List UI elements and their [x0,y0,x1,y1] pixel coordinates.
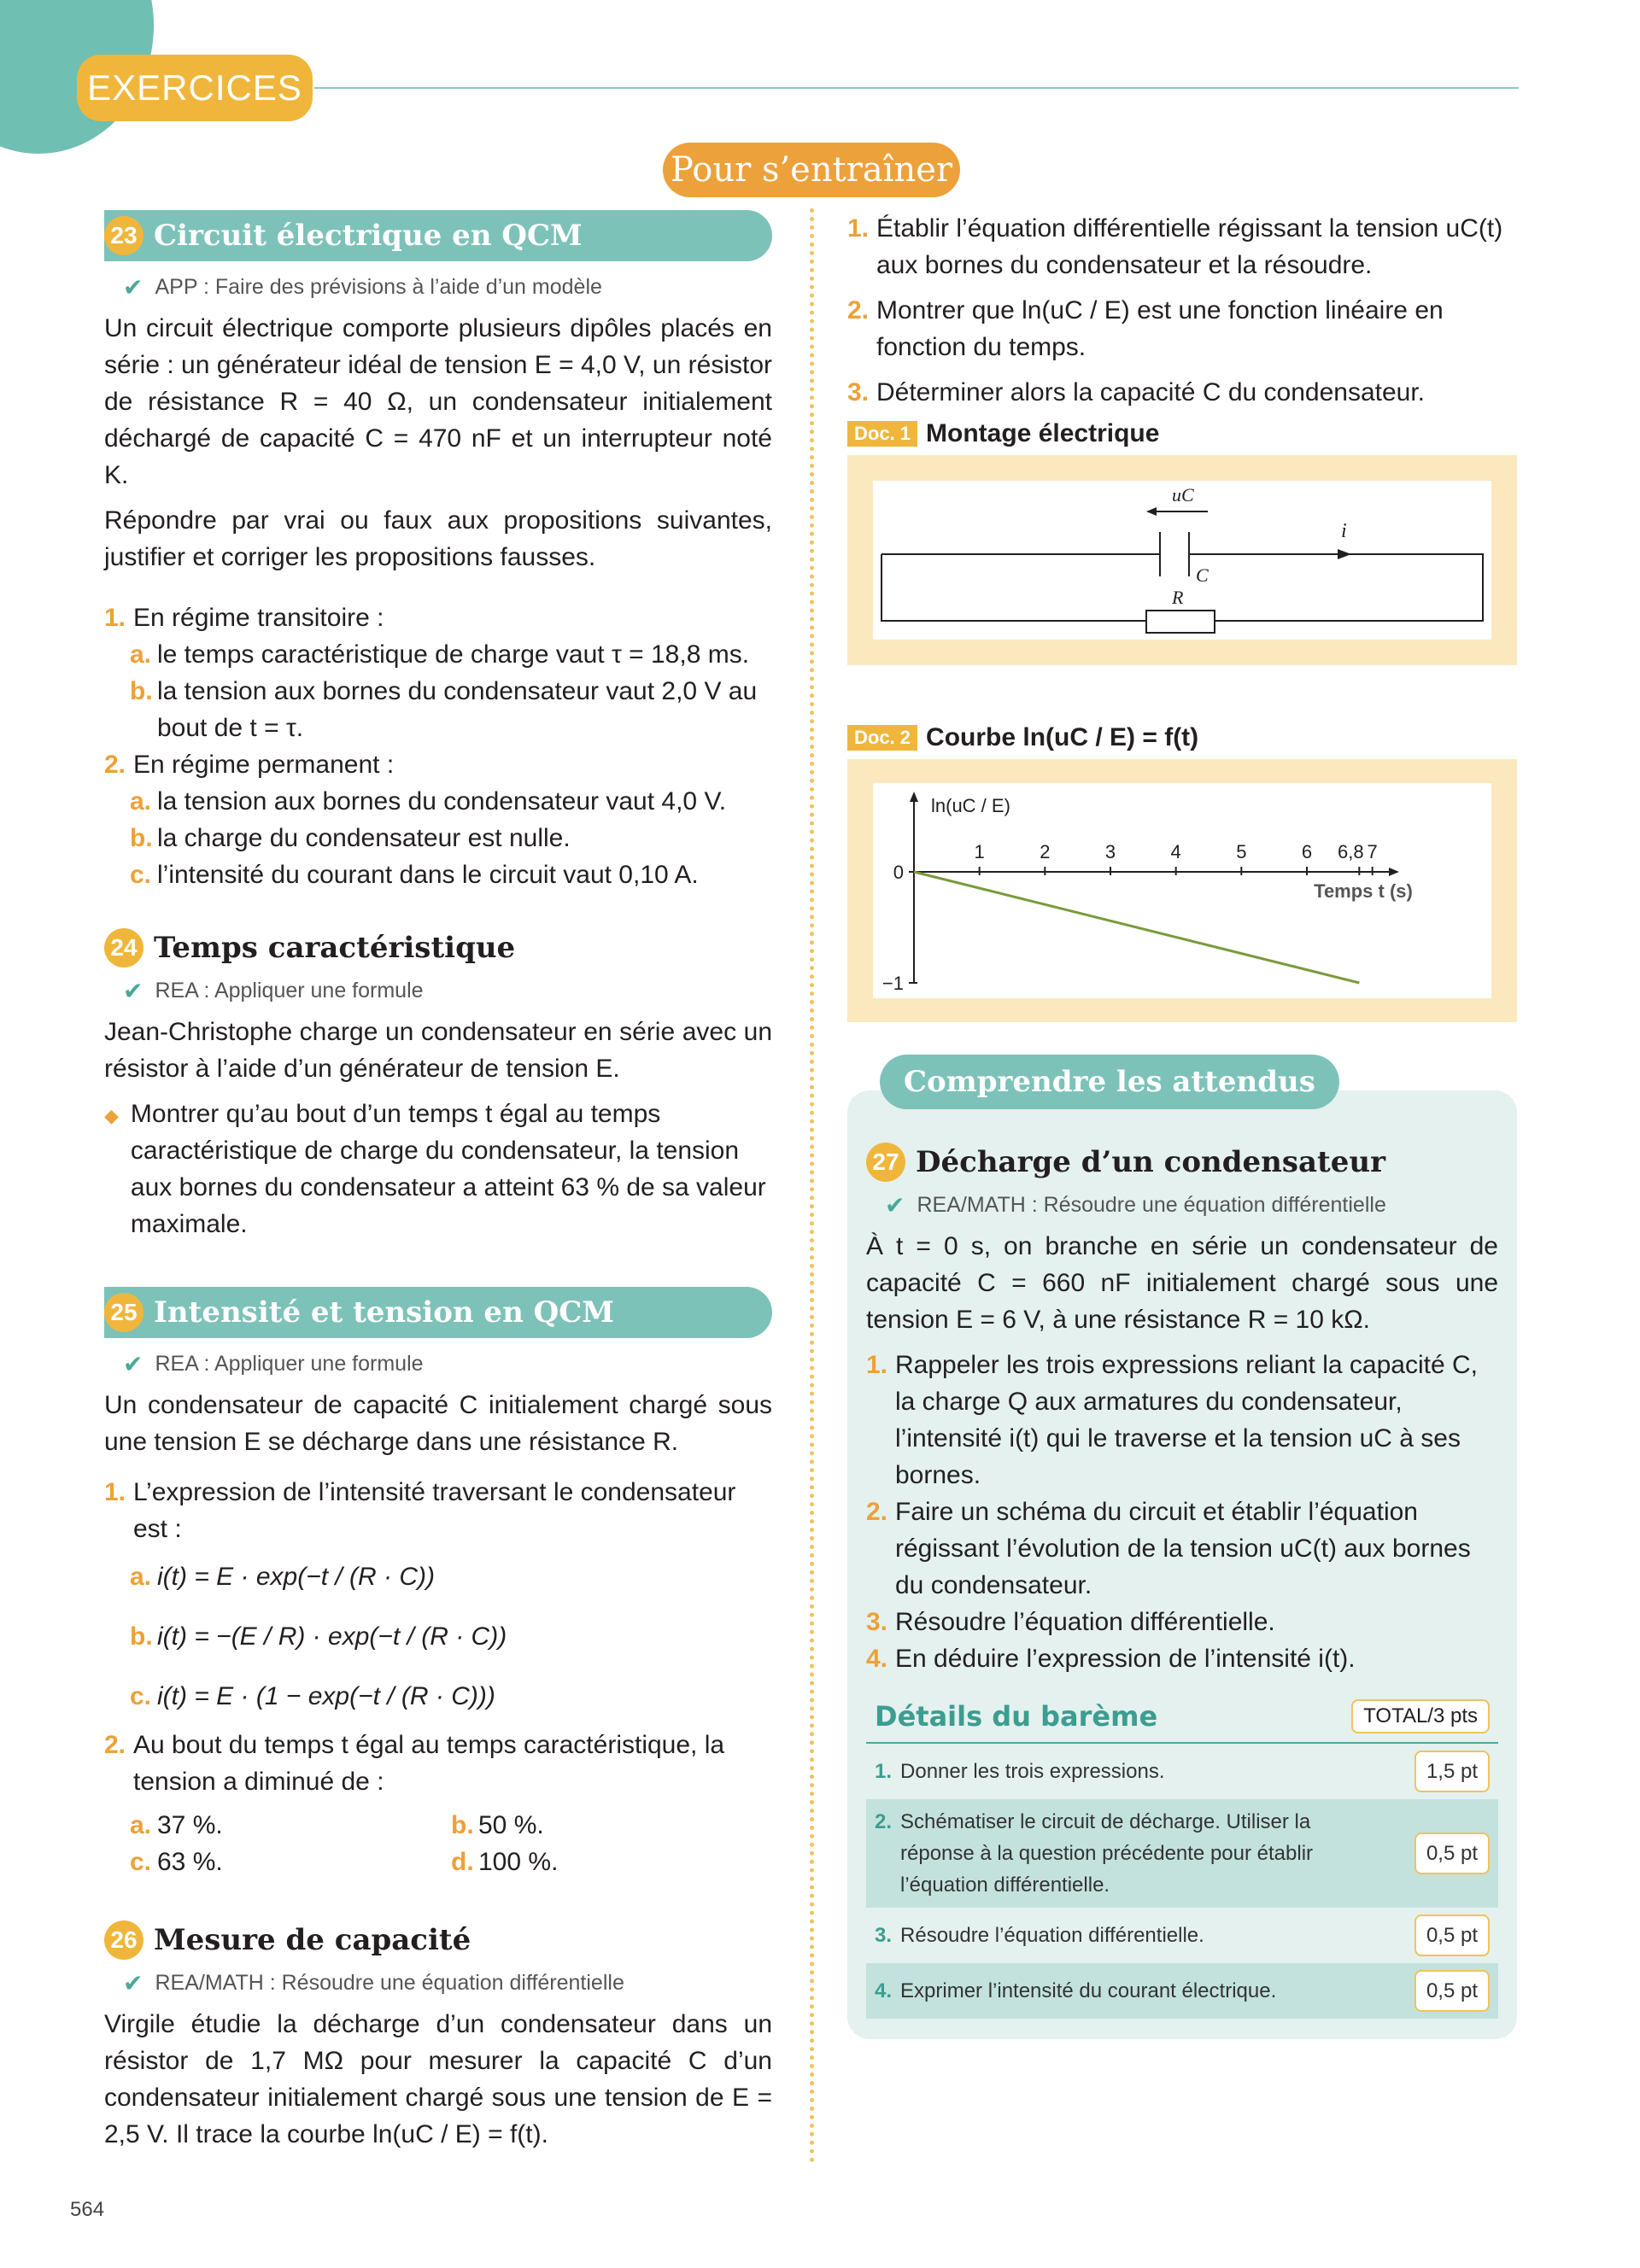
ex27-q1: 1. Rappeler les trois expressions reliant la capacité C, la charge Q aux armatures du condensateur, l’intensité i(t) qui le traverse et la tension uC à ses bornes. [866,1351,1478,1489]
ex23-q1a: a. le temps caractéristique de charge vaut τ = 18,8 ms. [130,640,750,669]
chart-svg [873,783,1491,998]
ex27-number-badge: 27 [866,1143,905,1182]
resistor-symbol [1146,611,1215,633]
ex26-q2: 2. Montrer que ln(uC / E) est une fonction linéaire en fonction du temps. [847,296,1444,361]
ex27-section-pill: Comprendre les attendus [880,1055,1339,1109]
x-axis-label: Temps t (s) [1314,880,1413,902]
check-icon: ✔ [123,978,144,1004]
page-number: 564 [70,2198,105,2221]
diamond-bullet-icon: ◆ [104,1105,119,1126]
doc2-label [847,723,1517,752]
ex25-q1c: c. i(t) = E · (1 − exp(−t / (R · C))) [130,1682,495,1710]
ex25-title: Intensité et tension en QCM [154,1295,614,1330]
bareme-points: 1,5 pt [1414,1751,1490,1792]
subsection-pill: Pour s’entraîner [663,143,960,197]
x-tick-label: 6 [1301,841,1313,862]
ex23-q2c: c. l’intensité du courant dans le circuit vaut 0,10 A. [130,861,699,889]
doc2-title: Courbe ln(uC / E) = f(t) [926,723,1199,751]
check-icon: ✔ [885,1192,905,1219]
ex26-title: Mesure de capacité [154,1923,472,1957]
bareme-title: Détails du barème [875,1700,1158,1733]
ex23-skill: ✔ APP : Faire des prévisions à l’aide d’un modèle [123,274,602,301]
x-tick-label: 1 [974,841,985,862]
ex27-box [847,1065,1517,2039]
bareme-total: TOTAL/3 pts [1351,1699,1490,1733]
ex25-q2: 2. Au bout du temps t égal au temps caractéristique, la tension a diminué de : [104,1731,725,1796]
bareme-points: 0,5 pt [1414,1914,1490,1956]
x-tick-label: 5 [1236,841,1247,862]
ex23-q2a: a. la tension aux bornes du condensateur vaut 4,0 V. [130,787,727,815]
ex25-q1: 1. L’expression de l’intensité traversant le condensateur est : [104,1478,736,1543]
header-rule [314,87,1519,89]
doc1-title: Montage électrique [926,419,1160,447]
ex24-task: ◆ Montrer qu’au bout d’un temps t égal au temps caractéristique de charge du condensateur, la tension aux bornes du condensateur a atteint 63 % de sa valeur maximale. [104,1096,772,1242]
ex25-q2d: d. 100 %. [451,1848,559,1876]
check-icon: ✔ [123,1351,144,1377]
y-tick-label: 0 [893,862,904,883]
x-tick-label: 3 [1104,841,1116,862]
bareme-points: 0,5 pt [1414,1833,1490,1874]
ex26-intro: Virgile étudie la décharge d’un condensateur dans un résistor de 1,7 MΩ pour mesurer la capacité C d’un condensateur initialement chargé sous une tension de E = 2,5 V. Il trace la courbe ln(uC / E) = f(t). [104,2010,772,2148]
ex25-q1a: a. i(t) = E · exp(−t / (R · C)) [130,1563,436,1591]
y-tick-label: −1 [882,973,904,994]
ex25-intro: Un condensateur de capacité C initialement chargé sous une tension E se décharge dans une résistance R. [104,1391,772,1456]
label-c: C [1196,564,1209,586]
bareme-row: 2. Schématiser le circuit de décharge. Utiliser la réponse à la question précédente pour établir l’équation différentielle. 0,5 pt [866,1799,1498,1908]
x-tick-label: 2 [1040,841,1051,862]
label-r: R [1172,587,1184,608]
ex24-title: Temps caractéristique [154,931,516,965]
ex24-intro: Jean-Christophe charge un condensateur en série avec un résistor à l’aide d’un générateur de tension E. [104,1018,772,1083]
ex23-q1: 1. En régime transitoire : [104,604,384,632]
x-tick-label: 4 [1170,841,1181,862]
label-uc: uC [1172,484,1194,506]
circuit-svg [873,481,1491,640]
doc2-tag: Doc. 2 [847,725,917,751]
bareme-row: 4. Exprimer l’intensité du courant électrique. 0,5 pt [866,1963,1498,2019]
bareme-row: 3. Résoudre l’équation différentielle. 0,5 pt [866,1908,1498,1963]
ex25-q2a: a. 37 %. [130,1811,223,1839]
bareme-header [866,1692,1498,1744]
ex23-header [104,210,772,261]
check-icon: ✔ [123,274,144,301]
series-line [914,872,1359,983]
ex25-q1b: b. i(t) = −(E / R) · exp(−t / (R · C)) [130,1622,507,1651]
left-column [104,210,772,2161]
ex25-q2-options [130,1807,772,1844]
ex24-number-badge: 24 [104,928,144,967]
ex27-q3: 3. Résoudre l’équation différentielle. [866,1608,1275,1636]
ex26-skill: ✔ REA/MATH : Résoudre une équation différentielle [123,1970,624,1996]
label-i: i [1341,520,1347,542]
ex26-number-badge: 26 [104,1920,144,1960]
column-divider [810,208,814,2164]
ex27-q4: 4. En déduire l’expression de l’intensité i(t). [866,1645,1356,1673]
ex26-q1: 1. Établir l’équation différentielle régissant la tension uC(t) aux bornes du condensateur et la résoudre. [847,214,1503,279]
ex27-q2: 2. Faire un schéma du circuit et établir l’équation régissant l’évolution de la tension uC(t) aux bornes du condensateur. [866,1498,1471,1599]
chart-area [873,783,1491,998]
ex27-title: Décharge d’un condensateur [916,1145,1385,1179]
doc1-box [847,455,1517,665]
bareme-row: 1. Donner les trois expressions. 1,5 pt [866,1744,1498,1799]
y-axis-label: ln(uC / E) [931,795,1010,816]
ex23-intro: Un circuit électrique comporte plusieurs dipôles placés en série : un générateur idéal de tension E = 4,0 V, un résistor de résistance R = 40 Ω, un condensateur initialement déchargé de capacité C = 470 nF et un interrupteur noté K. [104,314,772,489]
ex24-skill: ✔ REA : Appliquer une formule [123,978,424,1004]
doc1-label [847,419,1517,448]
ex23-title: Circuit électrique en QCM [154,219,583,253]
ex26-header [104,1914,772,1966]
doc1-tag: Doc. 1 [847,421,917,447]
y-axis-arrow-icon [910,792,918,802]
bareme-points: 0,5 pt [1414,1970,1490,2012]
current-arrow-icon [1338,549,1351,559]
check-icon: ✔ [123,1970,144,1996]
ex23-q1b: b. la tension aux bornes du condensateur vaut 2,0 V au bout de t = τ. [130,677,758,742]
ex25-q2c: c. 63 %. [130,1848,223,1876]
ex23-q2b: b. la charge du condensateur est nulle. [130,824,571,852]
ex26-q3: 3. Déterminer alors la capacité C du condensateur. [847,378,1426,406]
ex27-intro: À t = 0 s, on branche en série un condensateur de capacité C = 660 nF initialement chargé sous une tension E = 6 V, à une résistance R = 10 kΩ. [866,1232,1498,1334]
ex27-skill: ✔ REA/MATH : Résoudre une équation différentielle [885,1192,1386,1219]
ex25-number-badge: 25 [104,1293,144,1332]
ex27-header [866,1137,1498,1188]
ex23-q2: 2. En régime permanent : [104,751,395,779]
ex25-q2b: b. 50 %. [451,1811,544,1839]
x-tick-label: 6,8 [1338,841,1364,862]
ex25-q2-options-2 [130,1844,772,1880]
ex23-instruction: Répondre par vrai ou faux aux propositions suivantes, justifier et corriger les propositions fausses. [104,506,772,571]
ex27-panel [847,1090,1517,2039]
ex24-header [104,922,772,973]
doc2-box [847,759,1517,1022]
uc-arrow-head [1146,507,1157,516]
x-axis-arrow-icon [1389,868,1399,876]
circuit-diagram [873,481,1491,640]
right-column [847,210,1517,2039]
ex23-number-badge: 23 [104,216,144,255]
ex25-skill: ✔ REA : Appliquer une formule [123,1351,424,1377]
x-tick-label: 7 [1367,841,1378,862]
section-tab: EXERCICES [77,55,313,121]
ex25-header [104,1287,772,1338]
